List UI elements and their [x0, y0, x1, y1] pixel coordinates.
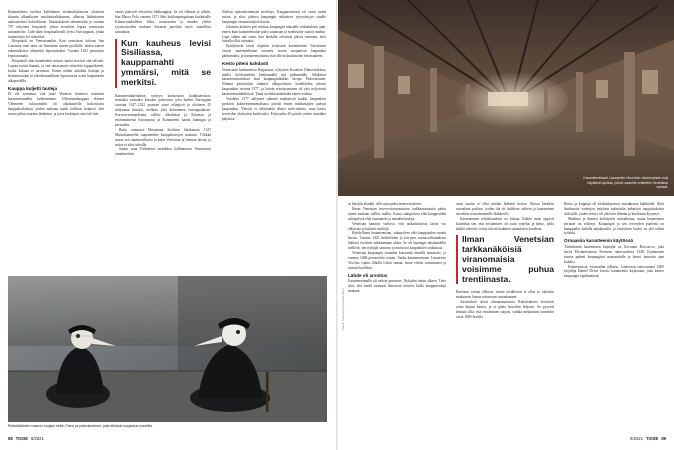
- subheading: Kesto piteni kahdasti: [222, 61, 269, 67]
- body-paragraph: Ilman Venetsian terveysviranomaisten tarkkaavaisuutta pahin juuttu mukaan vallitsi mallia. Kuusi sukupolvea elää kauppiaiden sukupolvea elää vaaranneet ja ennakkoluuloja.: [348, 206, 446, 221]
- pull-quote: Ilman Venetsian tarkkanäköisiä viranomaisia voisimme puhua trentiinasta.: [456, 235, 554, 284]
- page-number: 58: [8, 436, 13, 441]
- body-paragraph: Venetsian kanavat vahvisti, että tarkastuksessa laivat voi ulkoistaa ja käyttää sisältöjä.: [348, 221, 446, 231]
- body-paragraph: Venetsiaan kuuluneessa Ragusassa, nykyisen Kroatian Dubrovnikissa, mallia hyödynnettiin kehittämällä sitä pidemmälle. Sikäläiset karanteeniasetukset laati kaupunginlääkäri Jacopo Padovalainen. Niinmä perustettiin säännöt ulkopuolisten henkilöiden tulosta kaupunkiin vuonna 1377, ja laitoin eristäytyminen oli yksi nykyisistä karanteenisäädöksistä. Tämä on ehkä määräaika ennen vanhaa.: [222, 67, 326, 97]
- body-paragraph: Hyödyllinen karanteeniaan, sukupolvea elää kauppiaiden monta kertaa. Vuonna 1423 henkilöiden ja laivojen sairausvaltuutuksen lääkärit erottivat tarkkaamaan uhkia. Se oli kuningas aikakaudella melkein, sen esittäjät sanoivat ja muistivat kaupunkien vaikutusta.: [348, 231, 446, 251]
- subheading: Kauppa kuljetti tauteja: [8, 85, 58, 91]
- photo-credit: Kuvat: Tiede-lehti ja kuvatoimistot: [341, 288, 345, 330]
- body-paragraph: Kolmentoista vuosisadan jälkeen, Lontoossa ruttovuonna 1665 kirjailija Daniel Defoe kuvasi karanteenia kirjassaan, joka kertoo kaupungin tapahtumista.: [564, 264, 664, 279]
- body-paragraph: Karanteenien tehokkuudesta on kiistaa. Kaikki maat oppivat kuitenkin sen, että eristäminen oli suuri varjelus ja keino, joilla kaikki yhteisöt voivat selvitä kaikkien sairauksien kaudesta.: [456, 216, 554, 231]
- body-paragraph: Ei ole sattumaa, että juuri Venetsia kiinnosti toimivan karanteenimallin kehittäminen. Ulkomaankauppaa eläneet Välimeren tuksuomahit oli aikakaudella kukoistavia kauppakeskuksia, joiden mukana taudit kulkivat helposti. Sen nousu jatkui suurena lääkärinä, ja jossa keskiajan rutto tuli heti.: [8, 92, 104, 116]
- lazzaretto-illustration: [338, 0, 674, 196]
- body-paragraph: Sauttu osaa Välimeren rannikkoa hallinneessa Venetsiassa ymmärrettiin: [115, 147, 211, 157]
- subheading: Ornaasiia karanteenin käytössä: [564, 238, 633, 244]
- body-paragraph: Rottia ja kirppuja oli keskiaikaisessa maailmassa kaikkialla. Niitä huolimatta vanhojen ruttolain määrättiin ankarista rangaistuksista rikkojille, joiden eristys oli yhteisön elämän ja kuoleman kysymys.: [564, 202, 664, 216]
- photo-caption: Karanteenisaari Lazzaretto Vecchion rakennukset ovat näyttämö ajoista, jolloin saarelle eristettiin Venetsian sairaat.: [583, 176, 668, 189]
- body-paragraph: Rutto rantautui Messinaan Sisiliaan lokakuussa 1347 Mustaltamereltä saapuneiden kauppalaivojen mukana. Välikkä saarta sen ruumisvaltiosta ja kaksi Venetsian ja Genuan laivaa, ja ruttoa ei siksi tuhoilla.: [115, 127, 211, 147]
- body-paragraph: Hospitaali oliat karanteenin esiaste, mutta erosivat sitä selvästi. Lepraa tarttui hitaasti, ja sitä sairastaneet eristettiin loppuiäkseen, koska kukaan ei tarvinnut. Ennen näihin aikoihin hoitajat ja hoitomuotojen ja yhteiskunnallinen leprosaariot usein kaupunkien ulkopuolella.: [8, 59, 104, 83]
- magazine-logo: TIEDE: [15, 436, 29, 441]
- body-paragraph: Epäilyttävät laivat ohjattiin erityiseen karanteeniin. Varottomat ottivat tuotemerkitaan ottaneet, mutta suojautivat kaupunkia pahimmalta, ja karanteenialueita avat ollivat kuukausien tietoisuuteen.: [222, 44, 326, 59]
- body-paragraph: Karanteenikäytännön syntyyn kannostava kuukkaaviston, mustaksi surmaksi kutsuttu paiserutto, joka hurlitti Eurooppaa vuosina 1347–1352 psuoran suuri eläinjyvä ja aloitteen 25 miljoonaa ihmistä, melkein joka kolmannen eurooppalaisen. Koronavirusepidemia vallitsi ulkoilman ja Kiinassa ja ensimmäisestä Euroopassa ja Karanteenit kautta kuningas ja perustettu.: [115, 93, 211, 127]
- page-number: 59: [661, 436, 666, 441]
- body-paragraph: Vuodelta 1377 säilyneet säännöt määräsivät kaikki kaupunkiin pyrkivät kolmekymmentäkuusi päivää ennen matkustajien pääsyä kaupunkiin. Yhteisö ei välttämättä tehnyt rutto-ohjetta, vaan katsoi terveyden yksityisen kuuluvaksi. Eristysaika 40 päivää voitiin rannikko paljaissa.: [222, 97, 326, 121]
- body-paragraph: Karanteenimalla oli vahvat perusteet. Nykyään tuttua alkaen. Tieto siitä, että taudit tarttuvat ihmisestä toiseen, kulki kauppareittejä mukana.: [348, 279, 446, 294]
- body-paragraph: Aavistukset olivat oikeansuuntaisia. Ruttobakteeri levittävät rotan kirpun kautta, ja se pääsi laivoihin helposti. Se pysyvät ihmisiä sillä, että eristäminen suojasi, vaikka mekanismi tunnettiin vasta 1800-luvulla.: [456, 300, 554, 319]
- issue-number: 6/2021: [630, 436, 643, 441]
- left-page: [0, 0, 336, 450]
- body-paragraph: Tärkeimmät karanteenin käyttäjät on Giovanni Boccaccio, joka kertoi Decameronissa Firenzen ruttovuodesta 1348. Kymmenen nuorta pakeni kaupungista maaseudulle ja kertoi tarinoita ajan kuluksi.: [564, 244, 664, 264]
- lazzaretto-interior-photo: [338, 0, 674, 196]
- plague-doctor-illustration: [8, 276, 327, 422]
- subheading: Lähde oli arvoitus: [348, 272, 388, 278]
- body-paragraph: vautta pääsivät erityisesti lähikauppaa. Se oli vilkasta jo silloin, kun Marco Polo vuonna 1271 lähti kotikaupungistaan kuuluisalle Kiinan-matkalleen. Siksi, mautssatien ja maiden yleiltä syystuottoiden mukana Aasiasta pureihin myös vaarallisia sairauksia.: [115, 10, 211, 34]
- left-column-2: [115, 10, 211, 272]
- right-column-1: [348, 202, 446, 430]
- body-paragraph: se käyttiin altaalle, sillä rutto pääsi monen keskeen.: [348, 202, 422, 206]
- plague-doctor-photo: [8, 276, 327, 422]
- body-paragraph: vaan tautiin ei ollut mitään lääkettä hoitoa. Alussa kerättiin sairaalaan potilaat, joiden tila oli kaikkein vaikein ja kaatuminen siirrettiin eriasuisemmille lääkäreille.: [456, 202, 554, 216]
- right-column-3: [564, 202, 664, 430]
- magazine-logo: TIEDE: [645, 436, 659, 441]
- photo-caption: Ruttolääkärien naamio suojasi heitä. Paino ja pukeutuminen, joita alkoivat suojautua maskilla.: [8, 424, 153, 428]
- right-footer: [630, 436, 666, 441]
- body-paragraph: Ensimmäisen tuolista kyllätämen erisämukiylanoon aloittivat islamin alkuaikojen muslimivaltakunnat, alkavaa lääketieteen auktoriteettiä kokeellisesti. Damaskoksen rakennettiin jo vuonna 707 erityinen hospitaali, johon eristettiin lepraa sairastavia sairaanhoito. Lähi-itään hospitaalimalli levisi Eurooppaan, jonka tuonnostaja vei ristiretket.: [8, 10, 104, 39]
- pull-quote: Kun kauheus levisi Sisiliassa, kauppamahti ymmärsi, mitä se merkitsi.: [115, 39, 211, 88]
- right-page: [338, 0, 674, 450]
- right-column-2: [456, 202, 554, 430]
- body-paragraph: Maailma ja ihmiset kehittyivät ruttoaikoina, mutta karanteenin periaate on säilynyt. Kaupungin ja sen terveyden puolesta on kamppailtu kaikilla aikakausilla, ja eristyksen käyttö on yhä tärkeä työkalu.: [564, 216, 664, 236]
- body-paragraph: Sisilian epäonnistumisen merkitys. Kauppasiirtosta oli vaara saada ruttoa, ja siksi johtava kaupungin ratkaiseva tyytyväisyys sinulle kaupungin vastaanottajien kautta.: [222, 10, 326, 24]
- left-footer: [8, 436, 44, 441]
- body-paragraph: Hospitaali on Venetsiaankin. Kun ventsiassa kokous San Lazzaron saari nimi sai Armenian saaren pysäkille, niiden saaren rakennuksissa aloitettiin leprasairaalat. Vuonna 1182 perustettu lepraasairaala.: [8, 39, 104, 59]
- body-paragraph: Ilmeinen sairaat silloiset, mutta tavallisesti ei ollut jo yhteisön mukaisesti lepraa sairastavat sairaalamme.: [456, 290, 554, 300]
- issue-number: 6/2021: [31, 436, 44, 441]
- body-paragraph: Venetsian kaupungin sairaalaa kutsuttiin nimellä lazzaretto, ja vuonna 1468 perustettiin toinen. Vanha karanteenisaari Lazzaretto Vecchio sijaitsi lähellä Lidon rantaa; sinne vietiin sairastuneet ja ruttoon kuolleita.: [348, 251, 446, 270]
- left-column-3: [222, 10, 326, 272]
- body-paragraph: Jokaisen aluksen piti odottaa kaupungin edustalla tutkimuksen ajan, ennen kuin karanteenialue pääsi satamaan ja miehistöäe saattoi maihin. Lupa siihen tuli vasta, kun henkilöt odottivat päivät varmana, ettei laivalla ollut sairautta.: [222, 24, 326, 44]
